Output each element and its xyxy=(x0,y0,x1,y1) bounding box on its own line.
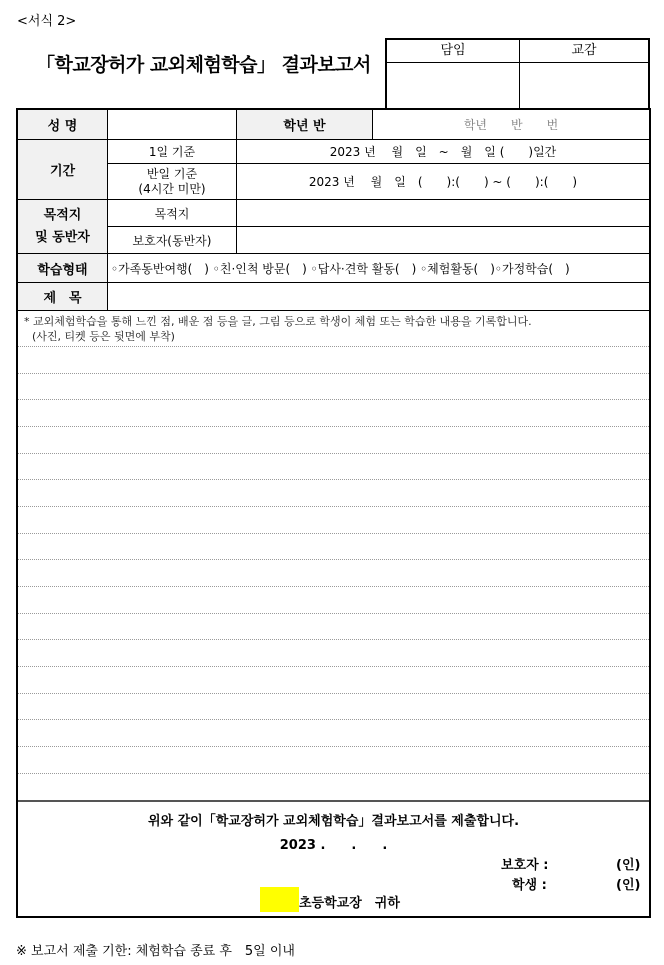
approval-vice-principal-sign-field[interactable] xyxy=(520,63,648,109)
learning-type-label: 학습형태 xyxy=(18,254,108,283)
guardian-field[interactable] xyxy=(237,227,649,254)
instructions-line2: (사진, 티켓 등은 뒷면에 부착) xyxy=(32,330,175,343)
guardian-seal[interactable]: (인) xyxy=(616,858,641,873)
destination-label-line2: 및 동반자 xyxy=(35,229,90,245)
destination-sub-label: 목적지 xyxy=(108,200,237,227)
approval-vice-principal-label: 교감 xyxy=(520,40,648,63)
writing-line xyxy=(18,719,649,720)
writing-line xyxy=(18,666,649,667)
period-label: 기간 xyxy=(18,140,108,200)
declaration-date[interactable]: 2023 . . . xyxy=(279,838,388,853)
submission-deadline-note: ※ 보고서 제출 기한: 체험학습 종료 후 5일 이내 xyxy=(16,944,295,959)
writing-line xyxy=(18,399,649,400)
page-title: 「학교장허가 교외체험학습」 결과보고서 xyxy=(36,54,371,76)
declaration-divider xyxy=(18,800,649,802)
writing-line xyxy=(18,479,649,480)
approval-homeroom xyxy=(387,40,520,108)
writing-line xyxy=(18,533,649,534)
student-signature-label: 학생 : xyxy=(512,878,547,893)
grade-field[interactable]: 학년 반 번 xyxy=(373,110,649,140)
name-field[interactable] xyxy=(108,110,237,140)
writing-line xyxy=(18,639,649,640)
guardian-sub-label: 보호자(동반자) xyxy=(108,227,237,254)
writing-line xyxy=(18,373,649,374)
destination-label xyxy=(18,200,108,254)
half-day-field[interactable]: 2023 년 월 일 ( ):( ) ~ ( ):( ) xyxy=(237,164,649,200)
writing-line xyxy=(18,693,649,694)
approval-box xyxy=(385,38,650,108)
half-day-label-line1: 반일 기준 xyxy=(146,166,198,181)
approval-homeroom-label: 담임 xyxy=(387,40,519,63)
writing-line xyxy=(18,613,649,614)
school-name-highlight[interactable] xyxy=(260,887,299,912)
half-day-label xyxy=(108,164,237,200)
instructions-note xyxy=(24,314,532,344)
subject-field[interactable] xyxy=(108,283,649,311)
guardian-signature-label: 보호자 : xyxy=(501,858,549,873)
half-day-label-line2: (4시간 미만) xyxy=(138,181,206,196)
full-day-label: 1일 기준 xyxy=(108,140,237,164)
writing-line xyxy=(18,773,649,774)
approval-homeroom-sign-field[interactable] xyxy=(387,63,519,109)
student-seal[interactable]: (인) xyxy=(616,878,641,893)
instructions-line1: * 교외체험학습을 통해 느낀 점, 배운 점 등을 글, 그림 등으로 학생이 체험 또는 학습한 내용을 기록합니다. xyxy=(24,315,532,328)
approval-vice-principal xyxy=(520,40,648,108)
report-form xyxy=(16,108,651,918)
destination-field[interactable] xyxy=(237,200,649,227)
full-day-field[interactable]: 2023 년 월 일 ~ 월 일 ( )일간 xyxy=(237,140,649,164)
writing-line xyxy=(18,746,649,747)
name-label: 성 명 xyxy=(18,110,108,140)
declaration-statement: 위와 같이「학교장허가 교외체험학습」결과보고서를 제출합니다. xyxy=(147,814,520,829)
writing-line xyxy=(18,426,649,427)
school-principal-addressee: 초등학교장 귀하 xyxy=(299,896,400,911)
writing-line xyxy=(18,506,649,507)
writing-line xyxy=(18,453,649,454)
writing-line xyxy=(18,586,649,587)
learning-type-options[interactable]: ◦가족동반여행( ) ◦친·인척 방문( ) ◦답사·견학 활동( ) ◦체험활동( )◦가정학습( ) xyxy=(108,254,649,283)
grade-label: 학년 반 xyxy=(237,110,373,140)
form-number-label: <서식 2> xyxy=(17,14,77,29)
writing-area[interactable] xyxy=(18,346,649,800)
destination-label-line1: 목적지 xyxy=(43,207,82,223)
subject-label: 제 목 xyxy=(18,283,108,311)
writing-line xyxy=(18,346,649,347)
writing-line xyxy=(18,559,649,560)
